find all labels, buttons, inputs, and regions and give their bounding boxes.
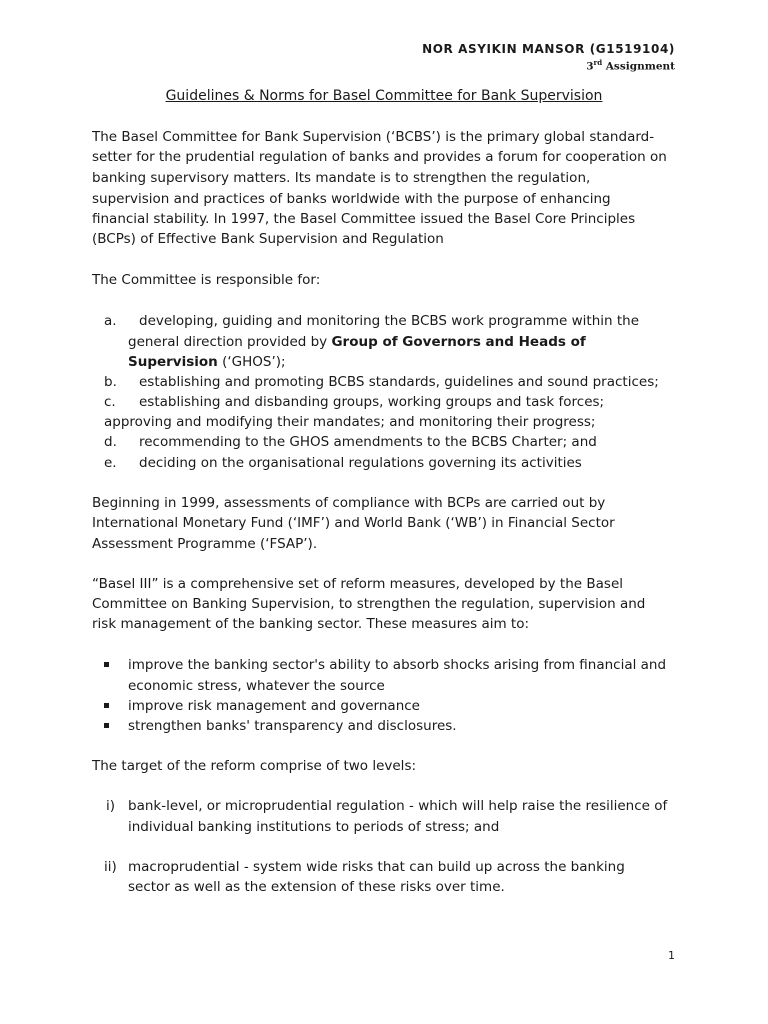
assignment-label <box>586 58 675 73</box>
list-item-line: Supervision (‘GHOS’); <box>128 354 286 370</box>
assessment-line: Assessment Programme (‘FSAP’). <box>92 536 318 552</box>
list-item-line: bank-level, or microprudential regulation - which will help raise the resilience of <box>128 798 668 814</box>
intro-line: banking supervisory matters. Its mandate is to strengthen the regulation, <box>92 170 591 186</box>
list-item-line: general direction provided by Group of Governors and Heads of <box>128 334 586 350</box>
assessment-line: Beginning in 1999, assessments of compliance with BCPs are carried out by <box>92 495 606 511</box>
list-marker: d. <box>104 434 117 450</box>
assignment-word: Assignment <box>605 60 675 73</box>
document-title: Guidelines & Norms for Basel Committee for Bank Supervision <box>165 88 603 104</box>
bullet-icon <box>104 703 109 708</box>
target-heading: The target of the reform comprise of two levels: <box>92 758 417 774</box>
basel3-line: “Basel III” is a comprehensive set of reform measures, developed by the Basel <box>92 576 623 592</box>
list-marker: i) <box>106 798 116 814</box>
list-marker: ii) <box>104 859 117 875</box>
basel3-line: Committee on Banking Supervision, to strengthen the regulation, supervision and <box>92 596 646 612</box>
intro-line: setter for the prudential regulation of banks and provides a forum for cooperation on <box>92 149 667 165</box>
bullet-line: strengthen banks' transparency and disclosures. <box>128 718 457 734</box>
list-item <box>92 857 674 899</box>
bullet-line: economic stress, whatever the source <box>128 678 385 694</box>
bullet-line: improve risk management and governance <box>128 698 420 714</box>
bullet-line: improve the banking sector's ability to absorb shocks arising from financial and <box>128 657 667 673</box>
list-marker: a. <box>104 313 117 329</box>
list-item-line: developing, guiding and monitoring the BCBS work programme within the <box>139 313 640 329</box>
list-marker: c. <box>104 394 116 410</box>
assessment-line: International Monetary Fund (‘IMF’) and World Bank (‘WB’) in Financial Sector <box>92 515 615 531</box>
assignment-suffix: rd <box>593 58 603 67</box>
intro-line: supervision and practices of banks worldwide with the purpose of enhancing <box>92 191 611 207</box>
list-item-line: approving and modifying their mandates; and monitoring their progress; <box>104 414 596 430</box>
responsible-heading: The Committee is responsible for: <box>92 272 321 288</box>
author-header: NOR ASYIKIN MANSOR (G1519104) <box>422 42 675 56</box>
page-number: 1 <box>668 949 675 962</box>
list-item-text: recommending to the GHOS amendments to the BCBS Charter; and <box>139 434 597 450</box>
list-item-line: macroprudential - system wide risks that can build up across the banking <box>128 859 625 875</box>
intro-line: financial stability. In 1997, the Basel Committee issued the Basel Core Principles <box>92 211 636 227</box>
intro-line: (BCPs) of Effective Bank Supervision and Regulation <box>92 231 444 247</box>
list-marker: e. <box>104 455 117 471</box>
list-item <box>92 311 674 373</box>
bullet-icon <box>104 662 109 667</box>
assignment-ordinal: 3 <box>586 60 594 73</box>
list-item <box>92 796 674 838</box>
list-item-line: sector as well as the extension of these risks over time. <box>128 879 505 895</box>
list-marker: b. <box>104 374 117 390</box>
basel3-line: risk management of the banking sector. These measures aim to: <box>92 616 530 632</box>
list-item-text: deciding on the organisational regulations governing its activities <box>139 455 582 471</box>
list-item-text: establishing and promoting BCBS standards, guidelines and sound practices; <box>139 374 659 390</box>
bullet-item <box>92 655 674 697</box>
list-item-line: individual banking institutions to periods of stress; and <box>128 819 500 835</box>
list-item-line: establishing and disbanding groups, working groups and task forces; <box>139 394 605 410</box>
intro-line: The Basel Committee for Bank Supervision (‘BCBS’) is the primary global standard- <box>92 129 655 145</box>
bullet-icon <box>104 723 109 728</box>
list-item <box>92 392 674 434</box>
